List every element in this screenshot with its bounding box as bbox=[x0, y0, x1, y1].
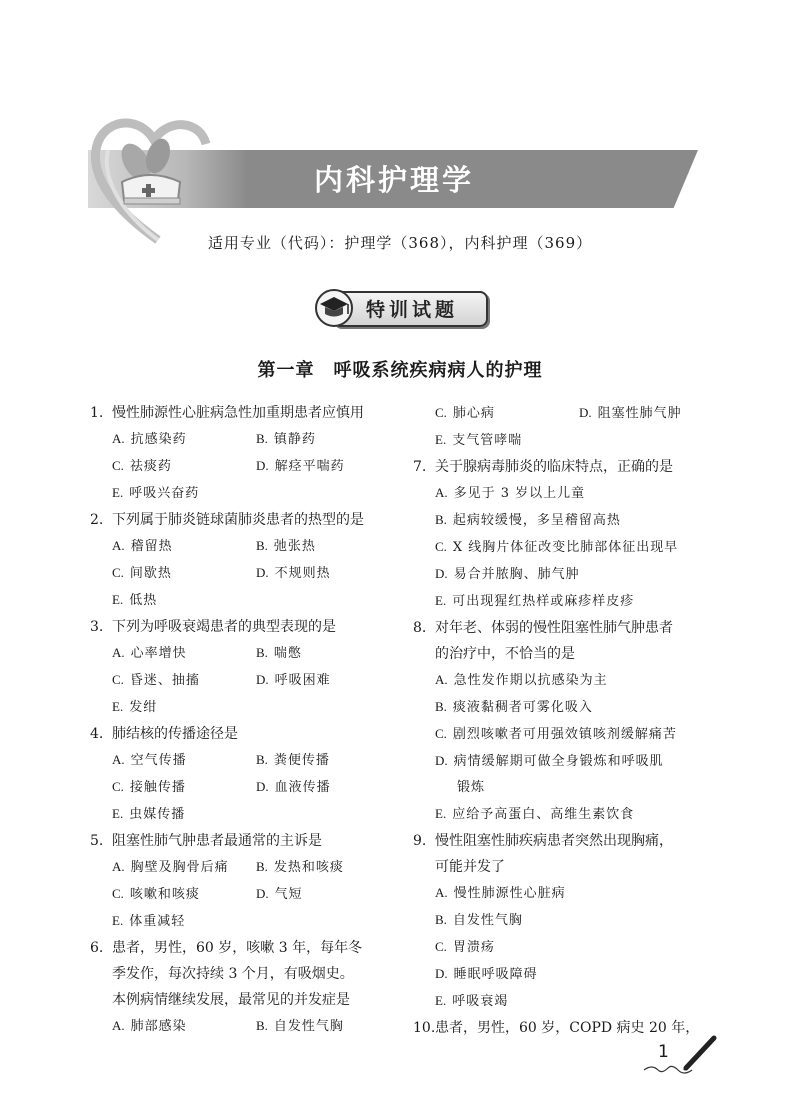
question-3: 3. 下列为呼吸衰竭患者的典型表现的是 bbox=[90, 619, 336, 635]
page-number: 1 bbox=[658, 1042, 669, 1062]
question-9: 9. 慢性阻塞性肺疾病患者突然出现胸痛， bbox=[413, 833, 673, 849]
section-badge bbox=[312, 288, 488, 328]
options-6: A. 肺部感染 B. 自发性气胸 bbox=[112, 1018, 344, 1034]
question-7: 7. 关于腺病毒肺炎的临床特点，正确的是 bbox=[413, 459, 673, 475]
question-4: 4. 肺结核的传播途径是 bbox=[90, 726, 238, 742]
options-2: A. 稽留热 B. 弛张热 C. 间歇热 D. 不规则热 E. 低热 bbox=[112, 538, 331, 608]
options-3: A. 心率增快 B. 喘憋 C. 昏迷、抽搐 D. 呼吸困难 E. 发绀 bbox=[112, 645, 331, 715]
badge-label: 特训试题 bbox=[366, 299, 459, 321]
subtitle: 适用专业（代码）：护理学（368），内科护理（369） bbox=[207, 234, 593, 252]
graduation-cap-icon bbox=[312, 288, 360, 328]
chapter-title: 第一章 呼吸系统疾病病人的护理 bbox=[257, 360, 543, 381]
question-6: 6. 患者，男性，60 岁，咳嗽 3 年，每年冬 bbox=[90, 940, 363, 956]
question-10: 10. 患者，男性，60 岁，COPD 病史 20 年， bbox=[413, 1020, 700, 1036]
pen-icon bbox=[640, 1030, 720, 1080]
options-9: A. 慢性肺源性心脏病 B. 自发性气胸 C. 胃溃疡 D. 睡眠呼吸障碍 E. 呼吸衰竭 bbox=[435, 885, 566, 1009]
options-5: A. 胸壁及胸骨后痛 B. 发热和咳痰 C. 咳嗽和咳痰 D. 气短 E. 体重减轻 bbox=[112, 859, 344, 929]
options-1: A. 抗感染药 B. 镇静药 C. 祛痰药 D. 解痉平喘药 E. 呼吸兴奋药 bbox=[112, 431, 345, 501]
question-6-line-3: 本例病情继续发展，最常见的并发症是 bbox=[112, 992, 350, 1008]
options-4: A. 空气传播 B. 粪便传播 C. 接触传播 D. 血液传播 E. 虫媒传播 bbox=[112, 752, 331, 822]
question-1: 1. 慢性肺源性心脏病急性加重期患者应慎用 bbox=[90, 405, 364, 421]
question-8-line-2: 的治疗中，不恰当的是 bbox=[435, 646, 575, 662]
heart-nurse-cap-icon bbox=[88, 110, 218, 250]
question-5: 5. 阻塞性肺气肿患者最通常的主诉是 bbox=[90, 833, 322, 849]
options-7: A. 多见于 3 岁以上儿童 B. 起病较缓慢，多呈稽留高热 C. X 线胸片体征改变比肺部体征出现早 D. 易合并脓胸、肺气肿 E. 可出现猩红热样或麻疹样皮疹 bbox=[435, 485, 679, 609]
right-column bbox=[413, 400, 723, 1041]
question-9-line-2: 可能并发了 bbox=[435, 859, 505, 875]
question-2: 2. 下列属于肺炎链球菌肺炎患者的热型的是 bbox=[90, 512, 364, 528]
question-6-line-2: 季发作，每次持续 3 个月，有吸烟史。 bbox=[112, 966, 354, 982]
options-6-continued: C. 肺心病 D. 阻塞性肺气肿 E. 支气管哮喘 bbox=[435, 405, 682, 448]
question-8: 8. 对年老、体弱的慢性阻塞性肺气肿患者 bbox=[413, 620, 673, 636]
left-column bbox=[90, 400, 400, 1040]
options-8: A. 急性发作期以抗感染为主 B. 痰液黏稠者可雾化吸入 C. 剧烈咳嗽者可用强效镇咳剂缓解痛苦 D. 病情缓解期可做全身锻炼和呼吸肌 锻炼 E. 应给予高蛋白、高维生素饮食 bbox=[435, 672, 677, 822]
page-title: 内科护理学 bbox=[314, 163, 475, 197]
